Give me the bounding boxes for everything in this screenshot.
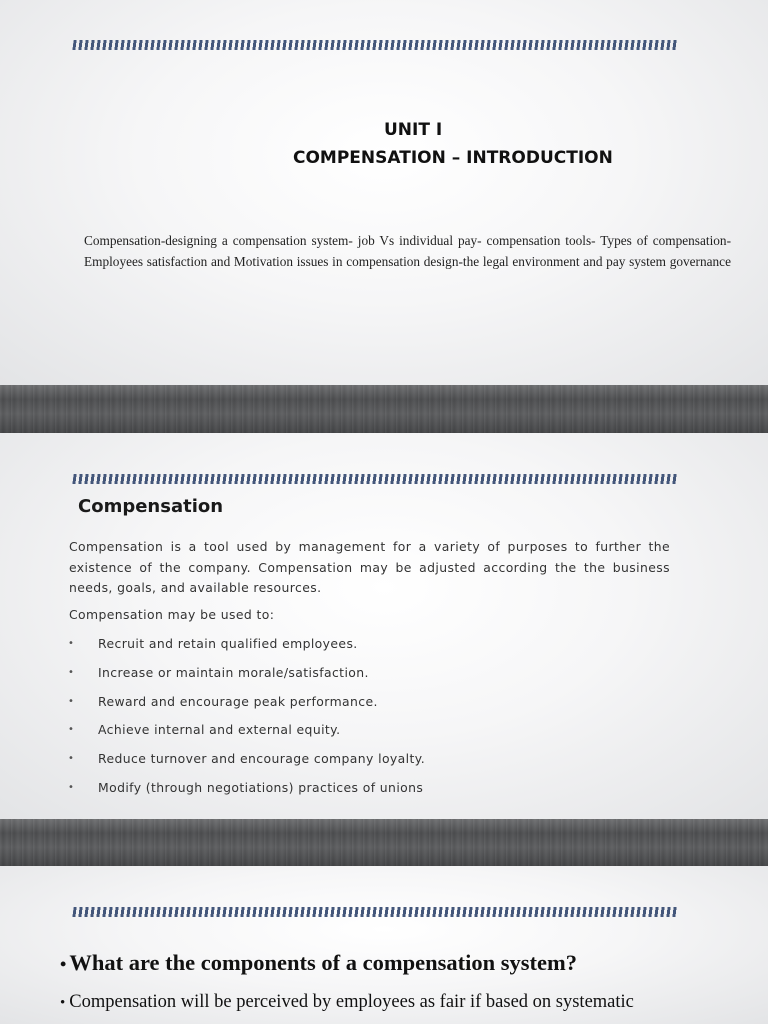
slide-compensation <box>0 433 768 819</box>
unit-title: UNIT I <box>384 120 443 140</box>
bullet-icon: • <box>60 954 67 974</box>
slide-heading: Compensation <box>78 496 224 517</box>
list-item: • Recruit and retain qualified employees. <box>68 636 358 651</box>
bullet-icon: • <box>68 753 75 765</box>
slide-title: COMPENSATION – INTRODUCTION <box>293 148 613 168</box>
bullet-icon: • <box>68 666 75 678</box>
slide-components <box>0 866 768 1024</box>
bullet-text: • Compensation will be perceived by employees as fair if based on systematic <box>60 992 634 1012</box>
list-item: • Reduce turnover and encourage company loyalty. <box>68 751 426 767</box>
list-lead: Compensation may be used to: <box>69 607 275 622</box>
bullet-icon: • <box>68 724 75 736</box>
list-item: • Modify (through negotiations) practices of unions <box>68 779 424 795</box>
question-heading: • What are the components of a compensation system? <box>60 950 577 975</box>
decorative-hatch-bar <box>72 474 677 484</box>
bullet-icon: • <box>68 695 75 707</box>
syllabus-text: Compensation-designing a compensation system- job Vs individual pay- compensation tools- Types of compensation- Employees satisfaction and Motivation issues in compensation design-the legal environment and pay system governance <box>84 233 731 269</box>
definition-paragraph: Compensation is a tool used by management for a variety of purposes to further the existence of the company. Compensation may be adjusted according the the business needs, goals, and available resources. <box>69 539 670 596</box>
list-item: • Achieve internal and external equity. <box>68 722 341 738</box>
decorative-hatch-bar <box>72 907 677 917</box>
slide-separator <box>0 819 768 866</box>
bullet-icon: • <box>60 995 66 1011</box>
slide-unit-intro <box>0 0 768 385</box>
bullet-icon: • <box>68 638 75 649</box>
list-item: • Reward and encourage peak performance. <box>68 693 378 709</box>
slide-separator <box>0 385 768 433</box>
bullet-icon: • <box>68 781 75 793</box>
decorative-hatch-bar <box>72 40 677 50</box>
uses-list <box>68 636 425 809</box>
list-item: • Increase or maintain morale/satisfaction. <box>68 664 369 680</box>
